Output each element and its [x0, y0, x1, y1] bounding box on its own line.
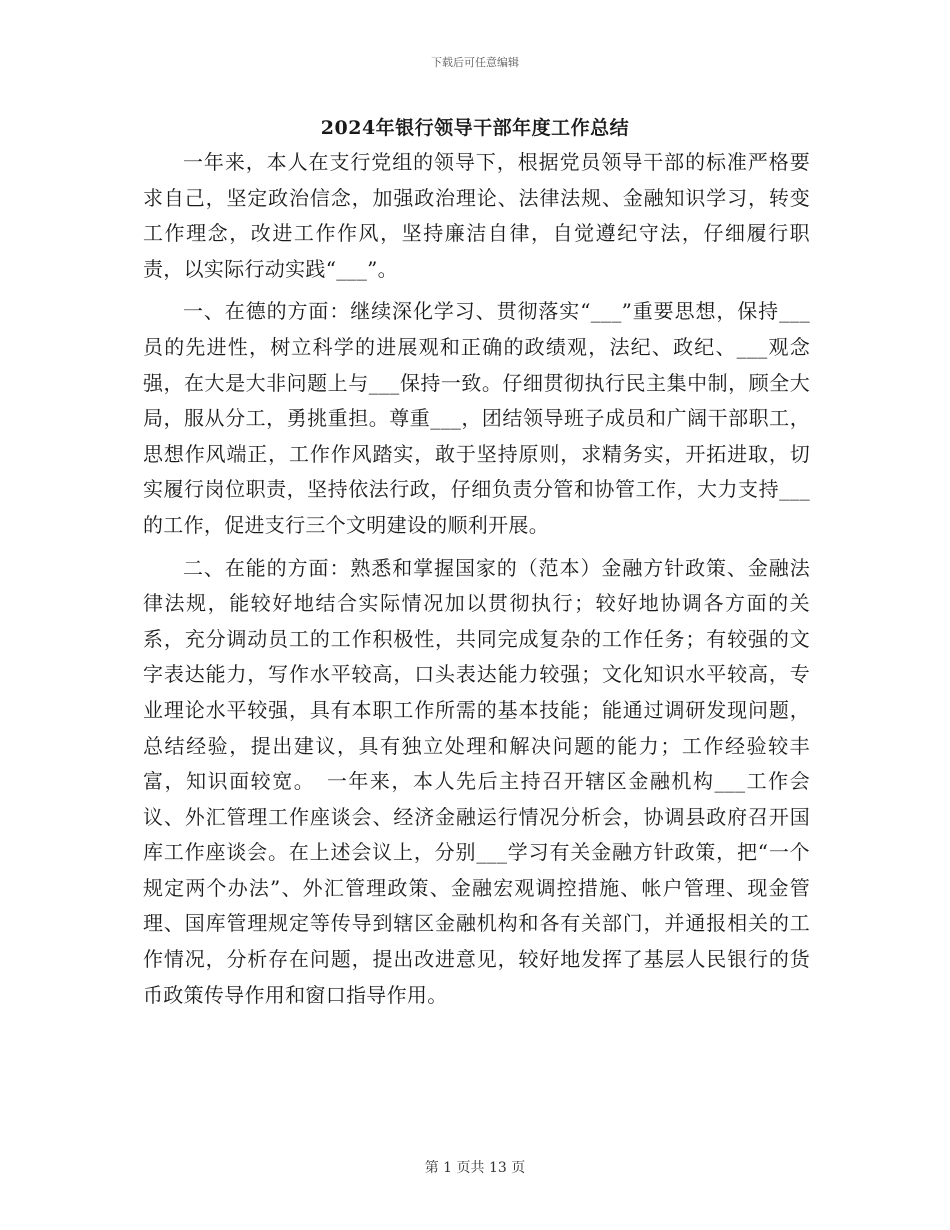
document-title: 2024年银行领导干部年度工作总结 [320, 117, 630, 139]
paragraph-ability: 二、在能的方面：熟悉和掌握国家的（范本）金融方针政策、金融法律法规，能较好地结合实际情况加以贯彻执行；较好地协调各方面的关系，充分调动员工的工作积极性，共同完成复杂的工作任务；有较强的文字表达能力，写作水平较高，口头表达能力较强；文化知识水平较高，专业理论水平较强，具有本职工作所需的基本技能；能通过调研发现问题，总结经验，提出建议，具有独立处理和解决问题的能力；工作经验较丰富，知识面较宽。 一年来，本人先后主持召开辖区金融机构___工作会议、外汇管理工作座谈会、经济金融运行情况分析会，协调县政府召开国库工作座谈会。在上述会议上，分别___学习有关金融方针政策，把“一个规定两个办法”、外汇管理政策、金融宏观调控措施、帐户管理、现金管理、国库管理规定等传导到辖区金融机构和各有关部门，并通报相关的工作情况，分析存在问题，提出改进意见，较好地发挥了基层人民银行的货币政策传导作用和窗口指导作用。 [143, 555, 810, 1007]
paragraph-intro: 一年来，本人在支行党组的领导下，根据党员领导干部的标准严格要求自己，坚定政治信念，加强政治理论、法律法规、金融知识学习，转变工作理念，改进工作作风，坚持廉洁自律，自觉遵纪守法，仔细履行职责，以实际行动实践“___”。 [143, 150, 810, 281]
paragraph-morality: 一、在德的方面：继续深化学习、贯彻落实“___”重要思想，保持___员的先进性，树立科学的进展观和正确的政绩观，法纪、政纪、___观念强，在大是大非问题上与___保持一致。仔细贯彻执行民主集中制，顾全大局，服从分工，勇挑重担。尊重___，团结领导班子成员和广阔干部职工，思想作风端正，工作作风踏实，敢于坚持原则，求精务实，开拓进取，切实履行岗位职责，坚持依法行政，仔细负责分管和协管工作，大力支持___的工作，促进支行三个文明建设的顺利开展。 [143, 299, 810, 537]
page-number: 第 1 页共 13 页 [424, 1160, 526, 1176]
document-body [143, 145, 810, 1013]
page-header-note: 下载后可任意编辑 [431, 56, 519, 69]
